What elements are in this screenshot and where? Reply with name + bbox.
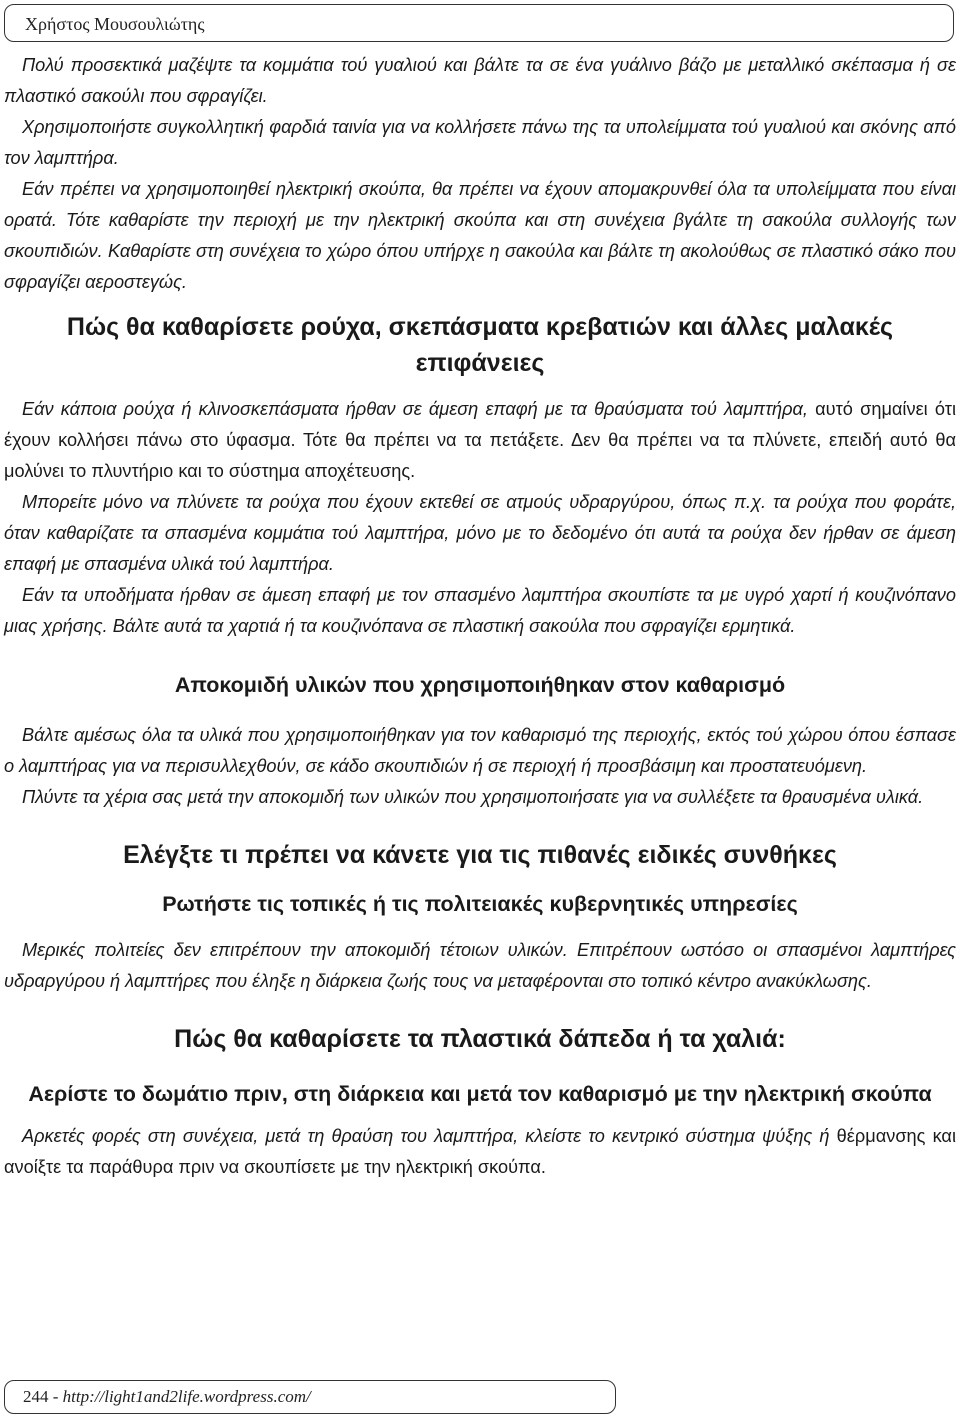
paragraph-collect-glass: Πολύ προσεκτικά μαζέψτε τα κομμάτια τού γυαλιού και βάλτε τα σε ένα γυάλινο βάζο με μεταλλικό σκέπασμα ή σε πλαστικό σακούλι που σφραγίζει. [4,55,956,106]
heading-ask-authorities: Ρωτήστε τις τοπικές ή τις πολιτειακές κυβερνητικές υπηρεσίες [162,892,798,916]
paragraph-vacuum [4,174,956,298]
heading-ventilate-room: Αερίστε το δωμάτιο πριν, στη διάρκεια και μετά τον καθαρισμό με την ηλεκτρική σκούπα [28,1082,932,1106]
paragraph-vacuum-rest: Τότε καθαρίστε την περιοχή με την ηλεκτρική σκούπα και στη συνέχεια βγάλτε τη σακούλα συλλογής των σκουπιδιών. Καθαρίστε στη συνέχεια το χώρο όπου υπήρχε η σακούλα και βάλτε τη ακολούθως σε πλαστικό σάκο που σφραγίζει αεροστεγώς. [4,210,956,292]
paragraph-shoes-italic: Εάν τα υποδήματα ήρθαν σε άμεση επαφή με τον σπασμένο λαμπτήρα σκουπίστε τα με υγρό χαρτί ή κουζινόπανο μιας χρήσης. [4,585,956,636]
running-footer [4,1380,616,1414]
paragraph-states-italic: Μερικές πολιτείες δεν επιτρέπουν την αποκομιδή τέτοιων υλικών. [22,940,577,960]
page-body [4,50,956,1183]
heading-floors-carpets: Πώς θα καθαρίσετε τα πλαστικά δάπεδα ή τα χαλιά: [174,1025,786,1053]
paragraph-wash-hands: Πλύντε τα χέρια σας μετά την αποκομιδή των υλικών που χρησιμοποιήσατε για να συλλέξετε τα θραυσμένα υλικά. [22,787,924,807]
paragraph-vacuum-italic: Εάν πρέπει να χρησιμοποιηθεί ηλεκτρική σκούπα, θα πρέπει να έχουν απομακρυνθεί όλα τα υπολείμματα που είναι ορατά. [4,179,956,230]
paragraph-sticky-tape: Χρησιμοποιήστε συγκολλητική φαρδιά ταινία για να κολλήσετε πάνω της τα υπολείμματα τού γυαλιού και σκόνης από τον λαμπτήρα. [4,117,956,168]
heading-clothes: Πώς θα καθαρίσετε ρούχα, σκεπάσματα κρεβατιών και άλλες μαλακές επιφάνειες [66,313,894,377]
paragraph-clothes-contact-rest: αυτό σημαίνει ότι έχουν κολλήσει πάνω στο ύφασμα. Τότε θα πρέπει να τα πετάξετε. Δεν θα πρέπει να τα πλύνετε, επειδή αυτό θα μολύνει το πλυντήριο και το σύστημα αποχέτευσης. [4,399,956,481]
heading-disposal: Αποκομιδή υλικών που χρησιμοποιήθηκαν στον καθαρισμό [174,673,786,697]
header-author: Χρήστος Μουσουλιώτης [25,14,205,34]
paragraph-clothes-contact-italic: Εάν κάποια ρούχα ή κλινοσκεπάσματα ήρθαν σε άμεση επαφή με τα θραύσματα τού λαμπτήρα, [22,399,816,419]
paragraph-disposal-materials: Βάλτε αμέσως όλα τα υλικά που χρησιμοποιήθηκαν για τον καθαρισμό της περιοχής, εκτός τού χώρου όπου έσπασε ο λαμπτήρας για να περισυλλεχθούν, σε κάδο σκουπιδιών ή σε περιοχή ή προσβάσιμη και προστατευόμενη. [4,725,956,776]
heading-special-conditions: Ελέγξτε τι πρέπει να κάνετε για τις πιθανές ειδικές συνθήκες [123,841,837,869]
paragraph-ventilation [4,1121,956,1183]
paragraph-states [4,935,956,997]
footer-text [23,1387,311,1407]
paragraph-shoes-rest: Βάλτε αυτά τα χαρτιά ή τα κουζινόπανα σε πλαστική σακούλα που σφραγίζει ερμητικά. [112,616,796,636]
footer-url: http://light1and2life.wordpress.com/ [62,1387,311,1406]
page-number: 244 - [23,1387,59,1406]
paragraph-ventilation-rest: θέρμανσης και ανοίξτε τα παράθυρα πριν να σκουπίσετε με την ηλεκτρική σκούπα. [4,1126,956,1177]
paragraph-shoes [4,580,956,642]
paragraph-states-rest: Επιτρέπουν ωστόσο οι σπασμένοι λαμπτήρες υδραργύρου ή λαμπτήρες που έληξε η διάρκεια ζωής τους να μεταφέρονται στο τοπικό κέντρο ανακύκλωσης. [4,940,956,991]
paragraph-clothes-contact [4,394,956,487]
running-header [4,4,954,42]
paragraph-wash-clothes: Μπορείτε μόνο να πλύνετε τα ρούχα που έχουν εκτεθεί σε ατμούς υδραργύρου, όπως π.χ. τα ρούχα που φοράτε, όταν καθαρίζατε τα σπασμένα κομμάτια τού λαμπτήρα, μόνο με το δεδομένο ότι αυτά τα ρούχα δεν ήρθαν σε άμεση επαφή με σπασμένα υλικά τού λαμπτήρα. [4,492,956,574]
paragraph-ventilation-italic: Αρκετές φορές στη συνέχεια, μετά τη θραύση του λαμπτήρα, κλείστε το κεντρικό σύστημα ψύξης ή [22,1126,837,1146]
